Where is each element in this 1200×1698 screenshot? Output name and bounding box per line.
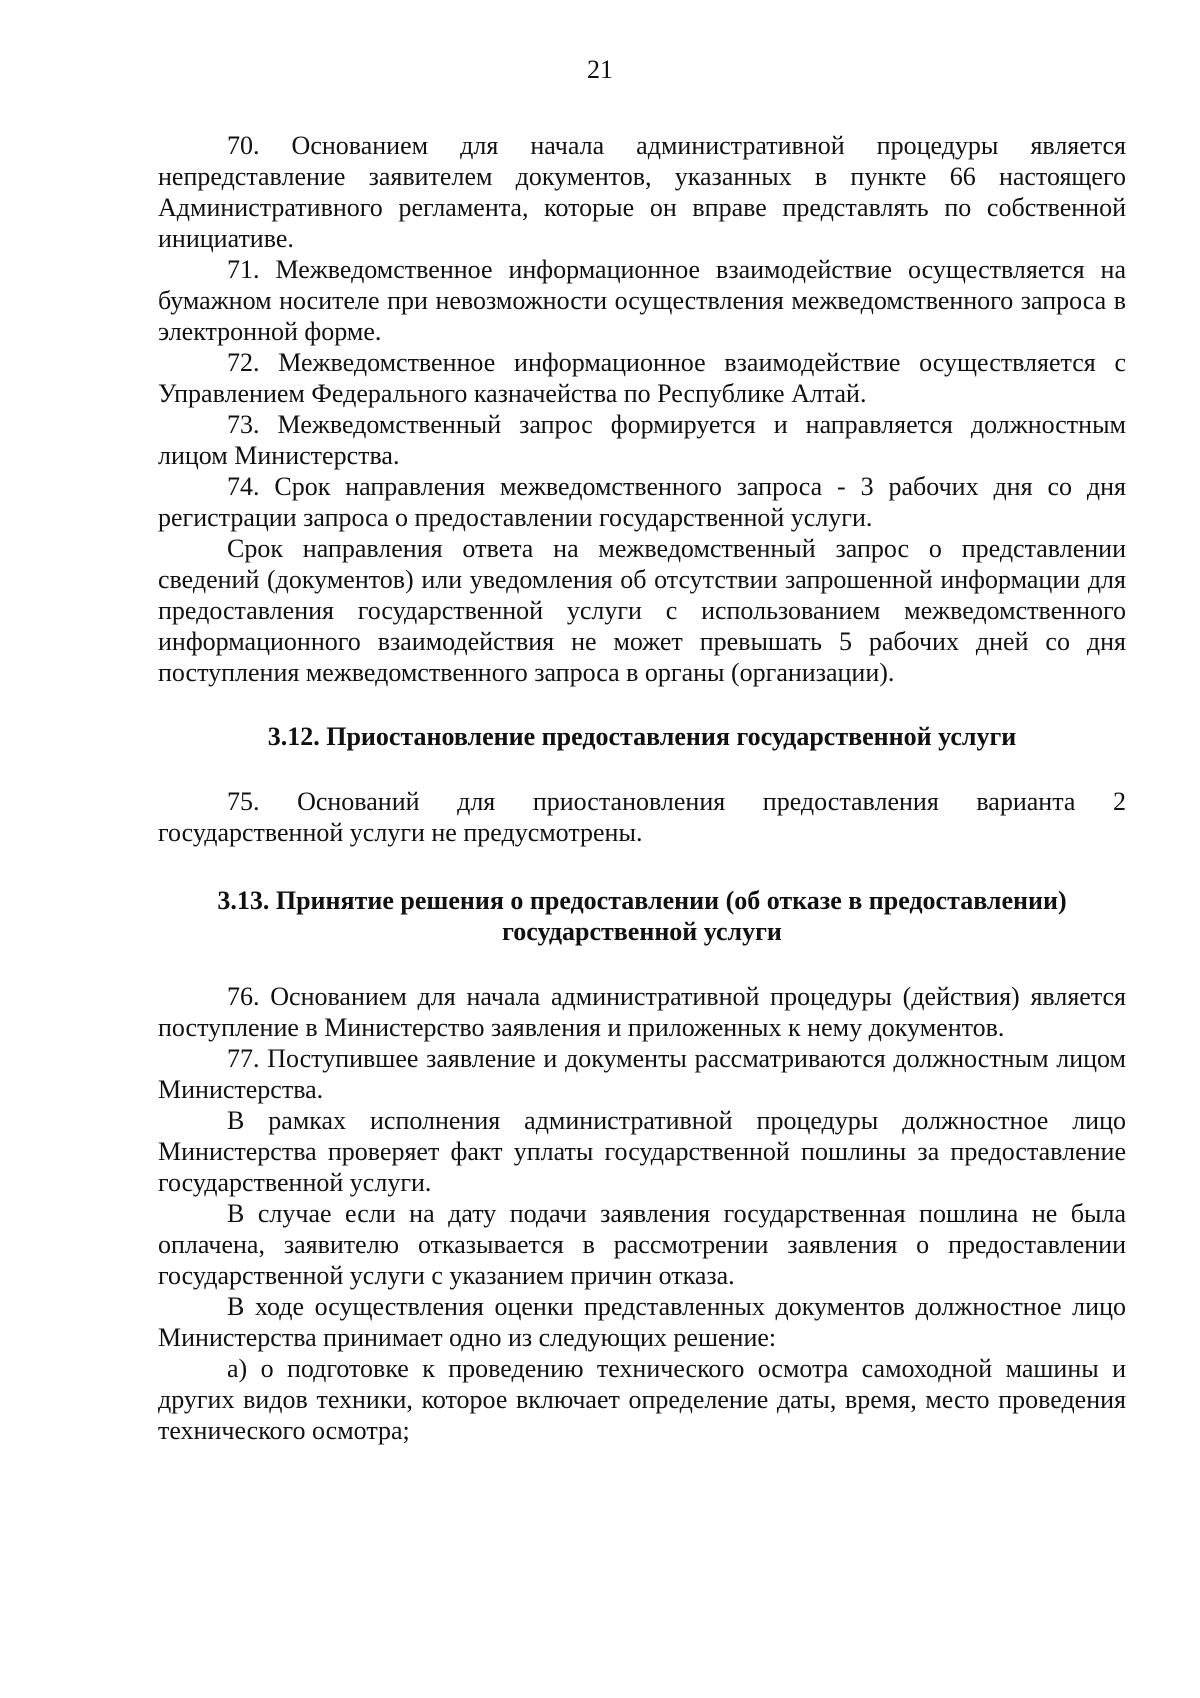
paragraph-77-decision: В ходе осуществления оценки представленных документов должностное лицо Министерства принимает одно из следующих решение: [158, 1292, 1126, 1352]
paragraph-70: 70. Основанием для начала административной процедуры является непредставление заявителем документов, указанных в пункте 66 настоящего Административного регламента, которые он вправе представлять по собственной инициативе. [158, 131, 1126, 253]
paragraph-77-fee-check: В рамках исполнения административной процедуры должностное лицо Министерства проверяет факт уплаты государственной пошлины за предоставление государственной услуги. [158, 1106, 1126, 1197]
paragraph-76: 76. Основанием для начала административной процедуры (действия) является поступление в Министерство заявления и приложенных к нему документов. [158, 982, 1126, 1042]
paragraph-73: 73. Межведомственный запрос формируется и направляется должностным лицом Министерства. [158, 410, 1126, 470]
paragraph-72: 72. Межведомственное информационное взаимодействие осуществляется с Управлением Федерального казначейства по Республике Алтай. [158, 348, 1126, 408]
document-body [158, 130, 1126, 1446]
paragraph-77-refusal: В случае если на дату подачи заявления государственная пошлина не была оплачена, заявителю отказывается в рассмотрении заявления о предоставлении государственной услуги с указанием причин отказа. [158, 1199, 1126, 1290]
paragraph-74-response-term: Срок направления ответа на межведомственный запрос о представлении сведений (документов) или уведомления об отсутствии запрошенной информации для предоставления государственной услуги с использованием межведомственного информационного взаимодействия не может превышать 5 рабочих дней со дня поступления межведомственного запроса в органы (организации). [158, 534, 1126, 687]
paragraph-71: 71. Межведомственное информационное взаимодействие осуществляется на бумажном носителе при невозможности осуществления межведомственного запроса в электронной форме. [158, 255, 1126, 346]
paragraph-77: 77. Поступившее заявление и документы рассматриваются должностным лицом Министерства. [158, 1044, 1126, 1104]
section-heading-3-12: 3.12. Приостановление предоставления государственной услуги [267, 722, 1017, 751]
page-number: 21 [587, 55, 613, 84]
paragraph-75: 75. Оснований для приостановления предоставления варианта 2 государственной услуги не предусмотрены. [158, 787, 1126, 847]
paragraph-74: 74. Срок направления межведомственного запроса - 3 рабочих дня со дня регистрации запроса о предоставлении государственной услуги. [158, 472, 1126, 532]
paragraph-77-item-a: а) о подготовке к проведению технического осмотра самоходной машины и других видов техники, которое включает определение даты, время, место проведения технического осмотра; [158, 1354, 1126, 1445]
section-heading-3-13: 3.13. Принятие решения о предоставлении (об отказе в предоставлении) государственной услуги [217, 886, 1067, 946]
